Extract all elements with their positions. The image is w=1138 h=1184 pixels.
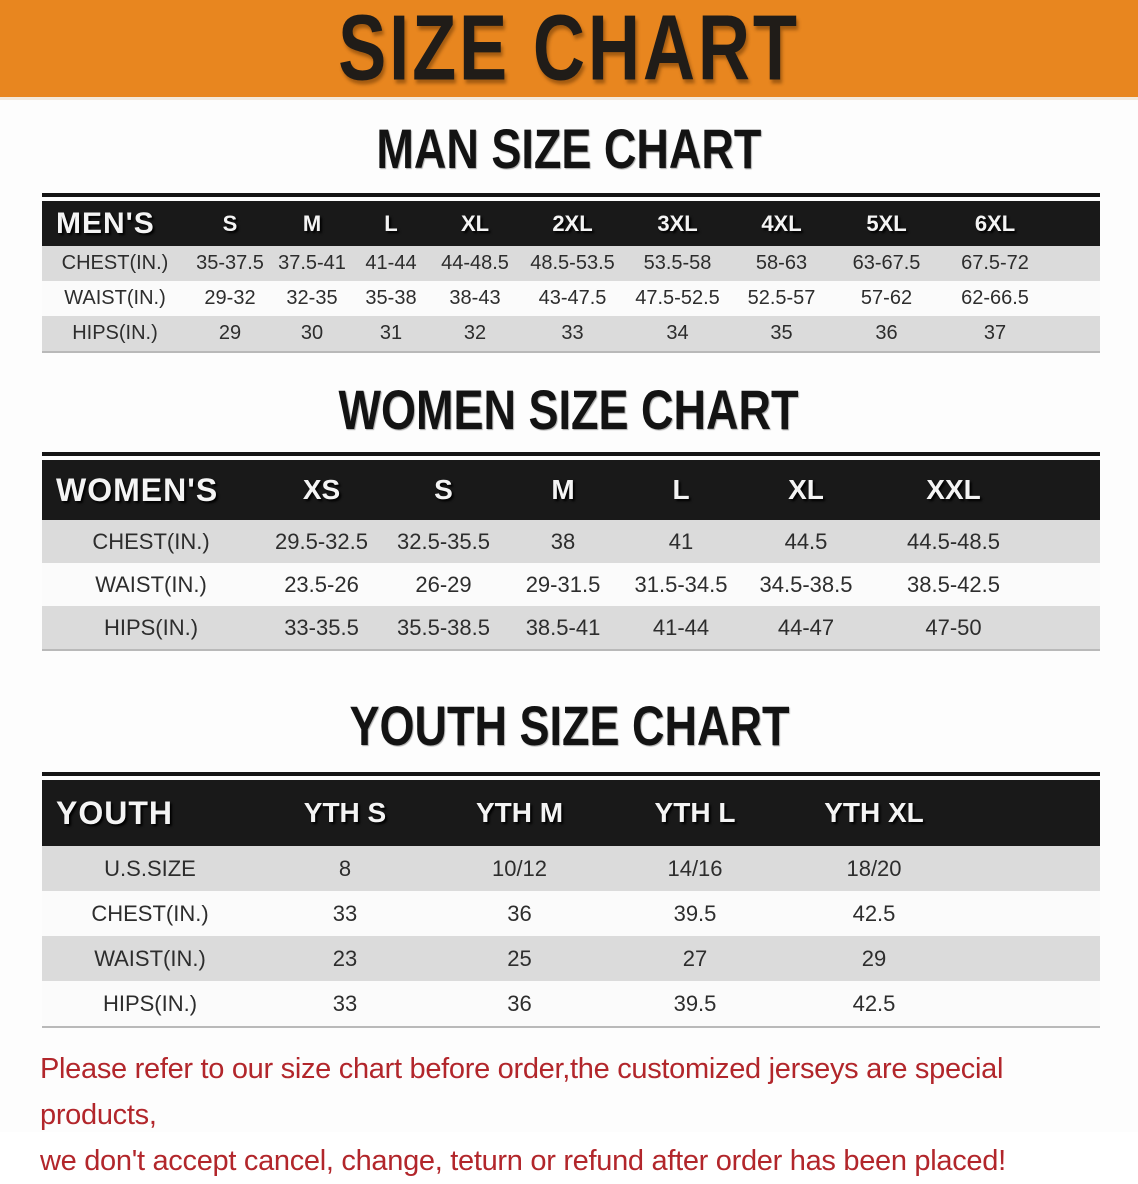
spacer-cell xyxy=(965,936,1100,981)
size-cell: 37 xyxy=(983,322,1007,344)
size-cell: 41 xyxy=(668,528,694,554)
size-column-header: 5XL xyxy=(833,201,940,246)
size-column-header: S xyxy=(188,201,272,246)
size-column-header: YTH XL xyxy=(783,780,965,846)
youth-section-heading xyxy=(0,694,1138,758)
row-label: WAIST(IN.) xyxy=(64,287,166,309)
women-heading-text: WOMEN SIZE CHART xyxy=(339,378,799,442)
size-cell: 57-62 xyxy=(860,287,913,309)
size-cell: 36 xyxy=(875,322,898,344)
size-cell: 29.5-32.5 xyxy=(275,528,368,554)
size-cell: 31.5-34.5 xyxy=(634,571,728,597)
row-label: U.S.SIZE xyxy=(104,855,196,881)
size-column-header: XL xyxy=(430,201,520,246)
size-cell: 37.5-41 xyxy=(278,252,346,274)
table-corner-label: YOUTH xyxy=(42,780,258,846)
size-column-header: 4XL xyxy=(730,201,833,246)
size-cell: 33-35.5 xyxy=(284,614,359,640)
row-label: HIPS(IN.) xyxy=(103,614,199,640)
row-label: CHEST(IN.) xyxy=(61,252,169,274)
spacer-cell xyxy=(965,891,1100,936)
table-row xyxy=(42,606,1100,649)
size-cell: 47-50 xyxy=(925,614,982,640)
size-cell: 35.5-38.5 xyxy=(397,614,490,640)
table-row xyxy=(42,846,1100,891)
row-label: HIPS(IN.) xyxy=(72,322,158,344)
size-cell: 41-44 xyxy=(652,614,710,640)
women-section-heading xyxy=(0,378,1138,442)
spacer-cell xyxy=(1050,281,1100,316)
table-row xyxy=(42,981,1100,1026)
size-cell: 38 xyxy=(550,528,576,554)
spacer-cell xyxy=(1035,520,1100,563)
disclaimer-line-2: we don't accept cancel, change, teturn or refund after order has been placed! xyxy=(40,1145,1006,1177)
size-cell: 29 xyxy=(861,945,887,971)
size-cell: 14/16 xyxy=(667,855,723,881)
size-column-header: XL xyxy=(740,460,872,520)
size-cell: 26-29 xyxy=(415,571,472,597)
size-cell: 32 xyxy=(463,322,487,344)
size-cell: 23.5-26 xyxy=(284,571,359,597)
size-cell: 33 xyxy=(332,900,358,926)
size-cell: 29-31.5 xyxy=(525,571,601,597)
size-cell: 42.5 xyxy=(852,990,896,1016)
disclaimer-line-1: Please refer to our size chart before order,the customized jerseys are special products, xyxy=(40,1053,1004,1131)
size-column-header: 3XL xyxy=(625,201,730,246)
size-cell: 35-38 xyxy=(365,287,417,309)
size-cell: 43-47.5 xyxy=(538,287,607,309)
banner xyxy=(0,0,1138,100)
size-cell: 29 xyxy=(218,322,242,344)
spacer-cell xyxy=(1035,563,1100,606)
man-section-heading xyxy=(0,117,1138,181)
size-cell: 44-48.5 xyxy=(441,252,509,274)
mens-size-table xyxy=(42,201,1100,351)
table-row xyxy=(42,936,1100,981)
spacer-cell xyxy=(965,780,1100,846)
size-column-header: XS xyxy=(260,460,383,520)
size-cell: 41-44 xyxy=(365,252,417,274)
spacer-cell xyxy=(1035,460,1100,520)
table-header-row xyxy=(42,201,1100,246)
spacer-cell xyxy=(965,846,1100,891)
size-cell: 38-43 xyxy=(449,287,501,309)
size-cell: 23 xyxy=(332,945,358,971)
youth-size-table xyxy=(42,780,1100,1026)
row-label: WAIST(IN.) xyxy=(95,571,207,597)
size-cell: 35 xyxy=(770,322,793,344)
table-corner-label: MEN'S xyxy=(42,201,188,246)
size-column-header: 2XL xyxy=(520,201,625,246)
size-cell: 58-63 xyxy=(755,252,808,274)
size-column-header: L xyxy=(352,201,430,246)
size-cell: 32.5-35.5 xyxy=(397,528,490,554)
size-cell: 18/20 xyxy=(846,855,902,881)
size-column-header: 6XL xyxy=(940,201,1050,246)
size-cell: 32-35 xyxy=(286,287,338,309)
size-cell: 62-66.5 xyxy=(961,287,1029,309)
size-cell: 39.5 xyxy=(673,900,717,926)
table-row xyxy=(42,281,1100,316)
size-cell: 27 xyxy=(682,945,708,971)
spacer-cell xyxy=(1050,316,1100,351)
table-row xyxy=(42,316,1100,351)
size-cell: 38.5-41 xyxy=(525,614,601,640)
size-cell: 42.5 xyxy=(852,900,896,926)
man-heading-text: MAN SIZE CHART xyxy=(376,117,762,181)
spacer-cell xyxy=(965,981,1100,1026)
spacer-cell xyxy=(1050,201,1100,246)
youth-heading-text: YOUTH SIZE CHART xyxy=(348,694,790,758)
size-column-header: S xyxy=(383,460,504,520)
size-column-header: M xyxy=(504,460,622,520)
size-cell: 34 xyxy=(666,322,689,344)
mens-table-wrap xyxy=(42,193,1100,353)
size-column-header: L xyxy=(622,460,740,520)
youth-table-wrap xyxy=(42,772,1100,1028)
spacer-cell xyxy=(1050,246,1100,281)
banner-title: SIZE CHART xyxy=(338,0,800,101)
table-row xyxy=(42,520,1100,563)
size-cell: 67.5-72 xyxy=(961,252,1029,274)
size-cell: 36 xyxy=(507,900,532,926)
size-cell: 63-67.5 xyxy=(852,252,921,274)
size-cell: 38.5-42.5 xyxy=(907,571,1000,597)
size-cell: 48.5-53.5 xyxy=(530,252,615,274)
size-cell: 52.5-57 xyxy=(747,287,816,309)
size-cell: 25 xyxy=(507,945,532,971)
table-corner-label: WOMEN'S xyxy=(42,460,260,520)
size-cell: 8 xyxy=(338,855,352,881)
size-cell: 30 xyxy=(300,322,324,344)
size-cell: 33 xyxy=(332,990,358,1016)
table-header-row xyxy=(42,460,1100,520)
table-row xyxy=(42,563,1100,606)
size-column-header: YTH S xyxy=(258,780,432,846)
size-column-header: XXL xyxy=(872,460,1035,520)
size-cell: 29-32 xyxy=(204,287,256,309)
size-column-header: YTH M xyxy=(432,780,607,846)
size-cell: 31 xyxy=(379,322,403,344)
size-cell: 44.5 xyxy=(784,528,828,554)
size-cell: 33 xyxy=(561,322,584,344)
size-cell: 36 xyxy=(507,990,532,1016)
spacer-cell xyxy=(1035,606,1100,649)
table-row xyxy=(42,246,1100,281)
table-header-row xyxy=(42,780,1100,846)
row-label: WAIST(IN.) xyxy=(94,945,206,971)
table-row xyxy=(42,891,1100,936)
size-cell: 35-37.5 xyxy=(196,252,264,274)
size-cell: 53.5-58 xyxy=(643,252,712,274)
row-label: CHEST(IN.) xyxy=(91,900,209,926)
size-cell: 47.5-52.5 xyxy=(635,287,720,309)
row-label: CHEST(IN.) xyxy=(92,528,210,554)
size-cell: 44-47 xyxy=(777,614,835,640)
womens-size-table xyxy=(42,460,1100,649)
size-column-header: M xyxy=(272,201,352,246)
size-column-header: YTH L xyxy=(607,780,783,846)
size-cell: 10/12 xyxy=(491,855,548,881)
disclaimer xyxy=(40,1046,1102,1184)
womens-table-wrap xyxy=(42,452,1100,651)
row-label: HIPS(IN.) xyxy=(102,990,198,1016)
size-cell: 39.5 xyxy=(673,990,717,1016)
size-cell: 34.5-38.5 xyxy=(759,571,853,597)
size-cell: 44.5-48.5 xyxy=(907,528,1000,554)
